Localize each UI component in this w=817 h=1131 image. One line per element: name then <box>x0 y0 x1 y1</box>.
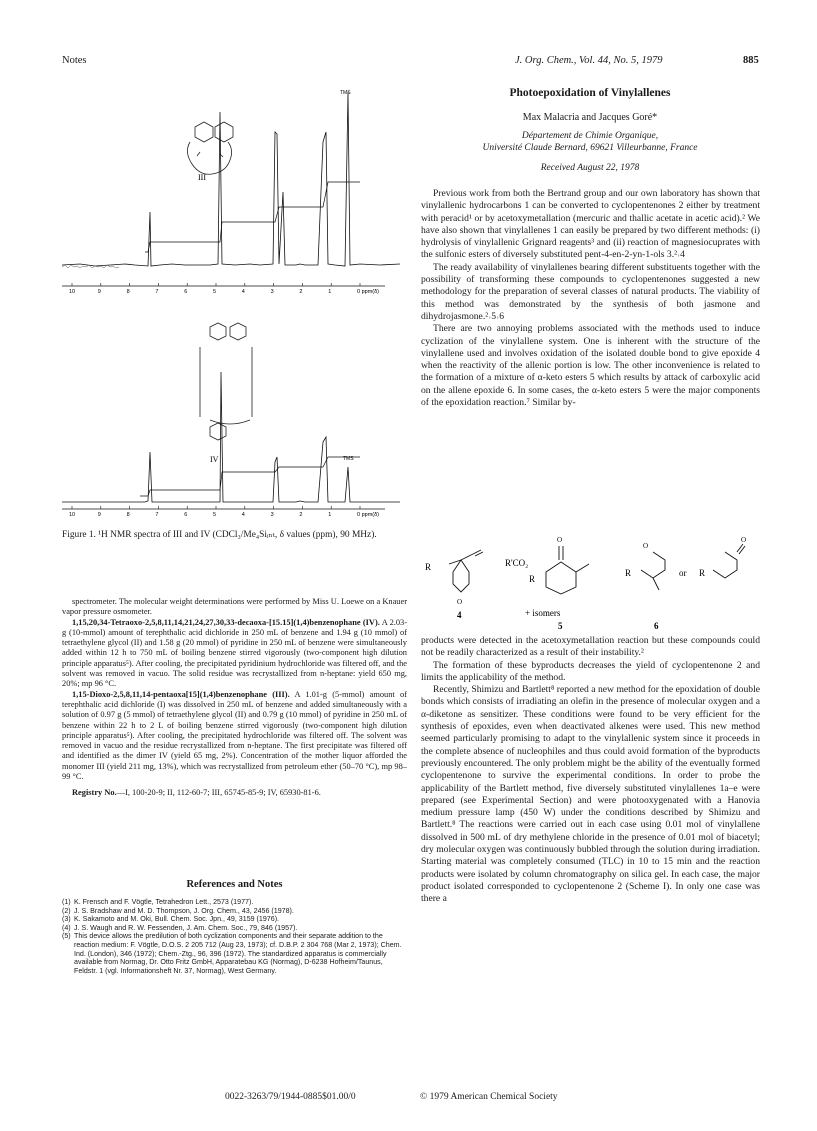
axis-ticks-bottom <box>69 506 379 518</box>
scheme-o-6a: O <box>643 542 649 550</box>
reference-item <box>62 907 407 916</box>
reference-text: This device allows the predilution of both cyclization components and their separate addition to the reaction medium: F. Vögtle, D.O.S. 2 205 712 (Aug 23, 1973); cf. D.B.P. 2 304 768 (Mar 2, 1973); Chem. Ind. (London), 346 (1972); Chem.-Ztg., 96, 396 (1972). The standardized apparatus is commercially available from Normag, Dr. Otto Fritz GmbH, Apparatebau KG (Normag), D-6238 Hofheim/Taunus, Feldstr. 1 (vgl. Informationsheft Nr. 37, Normag), West Germany. <box>74 932 402 975</box>
scheme-svg <box>421 532 760 632</box>
spectrum-iii-tick-label: 1 <box>328 289 332 295</box>
references-list <box>62 898 407 975</box>
spectrum-iii-trace <box>62 92 400 266</box>
reference-item <box>62 915 407 924</box>
footer-code: 0022-3263/79/1944-0885$01.00/0 <box>225 1092 356 1102</box>
structure-iii-label: III <box>198 173 206 182</box>
reference-text: J. S. Bradshaw and M. D. Thompson, J. Org. Chem., 43, 2456 (1978). <box>74 906 294 915</box>
page-number: 885 <box>743 55 759 66</box>
spectrum-iv-tick-label: 9 <box>97 512 101 518</box>
compound-iii-title: 1,15-Dioxo-2,5,8,11,14-pentaoxa[15](1,4)benzenophane (III). <box>72 689 290 699</box>
article-authors: Max Malacria and Jacques Goré* <box>522 112 658 123</box>
spectrum-iii-tick-label: 0 ppm(δ) <box>357 289 380 295</box>
affiliation-dept: Département de Chimie Organique, <box>521 131 659 141</box>
right-column-lower <box>421 635 760 906</box>
spectrum-iv-trace <box>62 372 400 502</box>
spectrum-iii-tick-label: 7 <box>155 289 159 295</box>
article-p3: There are two annoying problems associated with the methods used to induce cyclization of the vinylallene system. One is inherent with the structure of the vinylallene used and involves oxidation of the isolated double bond to give epoxide 4 when the reactivity of the allenic portion is low. The other inconvenience is related to the formation of a mixture of α-keto esters 5 which results by attack of carboxylic acid on the allene epoxide 6. In some cases, the α-keto esters 5 were the major components of the epoxidation reaction.⁷ Similar by- <box>421 323 760 409</box>
scheme-r-6b: R <box>699 568 706 578</box>
article-title: Photoepoxidation of Vinylallenes <box>509 87 671 99</box>
left-column-text <box>62 597 407 799</box>
reference-item <box>62 932 407 975</box>
reference-text: K. Sakamoto and M. Oki, Bull. Chem. Soc. Jpn., 49, 3159 (1976). <box>74 915 280 924</box>
figure-caption: Figure 1. ¹H NMR spectra of III and IV (CDCl₃/Me₄Siᵢₙₜ, δ values (ppm), 90 MHz). <box>62 530 377 540</box>
spectrum-iii-tick-label: 5 <box>213 289 217 295</box>
article-p1: Previous work from both the Bertrand group and our own laboratory has shown that vinylallenic hydrocarbons 1 can be converted to cyclopentenones 2 either by treatment with peracid¹ or by acetoxymetallation (mercuric and thallic acetate in acetic acid).² We have also shown that vinylallenes 1 can easily be prepared by two different methods: (i) hydrolysis of vinylallenic Grignard reagents³ and (ii) reaction of magnesiocuprates with the sulfonic esters of diversely substituted pent-4-en-2-yn-1-ols 3.²˒4 <box>421 188 760 261</box>
footer-copyright: © 1979 American Chemical Society <box>420 1092 558 1102</box>
compound-iv-body: A 2.03-g (10-mmol) amount of terephthalic acid dichloride in 250 mL of benzene and 1.94 g (10 mmol) of tetraethylene glycol (II) and 1.58 g (20 mmol) of pyridine in 250 mL of benzene were simultaneously added within 12 h to 750 mL of boiling benzene stirred vigorously (two-component high dilution principle apparatus⁵). After cooling, the precipitated pyridinium hydrochloride was filtered off, and the solvent was removed in vacuo. The solid residue was recrystallized from n-heptane: yield 650 mg, 20%; mp 96 °C. <box>62 617 408 689</box>
scheme-label-4: 4 <box>457 610 462 620</box>
tms-label-top: TMS <box>340 90 351 96</box>
article-p6: Recently, Shimizu and Bartlett⁸ reported a new method for the epoxidation of double bonds which consists of irradiating an olefin in the presence of molecular oxygen and a α-diketone as sensitizer. These conditions were found to be very efficient for the synthesis of epoxides, even when deactivated alkenes were used. This new method seemed particularly promising to adapt to the vinylallenic system since it proceeds in the complete absence of nucleophiles and thus could avoid formation of the byproducts previously encountered. The only problem might be the ability of the eventually formed cyclopentenone to survive the experimental conditions. In order to probe the applicability of the Bartlett method, five diversely substituted vinylallenes 1a–e were prepared (see Experimental Section) and were photooxygenated with a Hanovia medium pressure lamp (450 W) under the conditions described by Shimizu and Bartlett.⁸ The reactions were carried out in each case using 0.01 mol of vinylallene dissolved in 500 mL of dry methylene chloride in the presence of 0.01 mol of biacetyl; dry molecular oxygen was continuously bubbled through the solution during irradiation. Starting material was completely consumed (TLC) in 10 to 15 min and the reaction products were isolated by column chromatography on silica gel. In each case, the major product isolated corresponded to cyclopentenone 2 (Scheme I). In only one case was there a <box>421 684 760 905</box>
spectrum-iv-tick-label: 3 <box>270 512 274 518</box>
reference-number: (3) <box>62 915 71 924</box>
experimental-p1: spectrometer. The molecular weight determinations were performed by Miss U. Loewe on a Knauer vapor pressure osmometer. <box>62 597 407 617</box>
reference-number: (1) <box>62 898 71 906</box>
spectrum-iii-tick-label: 4 <box>241 289 245 295</box>
scheme-label-6: 6 <box>654 621 659 631</box>
axis-ticks-top <box>69 283 379 295</box>
spectrum-iii-tick-label: 2 <box>299 289 303 295</box>
reference-item <box>62 898 407 907</box>
nmr-spectra-svg <box>60 72 405 522</box>
scheme-r-6a: R <box>625 568 632 578</box>
reference-item <box>62 924 407 933</box>
scheme-o-5: O <box>557 536 563 544</box>
spectrum-iii-tick-label: 6 <box>184 289 188 295</box>
spectrum-iv-tick-label: 2 <box>299 512 303 518</box>
article-p5: The formation of these byproducts decreases the yield of cyclopentenone 2 and limits the applicability of the method. <box>421 659 760 683</box>
spectrum-iv-tick-label: 0 ppm(δ) <box>357 512 380 518</box>
reference-number: (2) <box>62 906 71 915</box>
scheme-o-6b: O <box>741 536 747 544</box>
spectrum-iv-tick-label: 10 <box>69 512 76 518</box>
spectrum-iii-tick-label: 8 <box>126 289 130 295</box>
affiliation-univ: Université Claude Bernard, 69621 Villeurbanne, France <box>482 143 698 153</box>
spectrum-iv-tick-label: 1 <box>328 512 332 518</box>
nmr-figure <box>60 72 405 522</box>
spectrum-iv-tick-label: 6 <box>184 512 188 518</box>
scheme-label-5: 5 <box>558 621 563 631</box>
structure-iii-drawing <box>187 122 233 174</box>
spectrum-iv-tick-label: 4 <box>241 512 245 518</box>
compound-iv-title: 1,15,20,34-Tetraoxo-2,5,8,11,14,21,24,27,30,33-decaoxa-[15.15](1,4)benzenophane (IV). <box>72 617 380 627</box>
tms-label-bottom: TMS <box>343 456 354 462</box>
references-heading: References and Notes <box>186 879 283 890</box>
scheme-rco2: R'CO₂ <box>505 558 529 568</box>
spectrum-iv-tick-label: 8 <box>126 512 130 518</box>
scheme-o-4: O <box>457 598 463 606</box>
scheme-r-5: R <box>529 574 536 584</box>
article-p2: The ready availability of vinylallenes bearing different substituents together with the possibility of transforming these compounds to cyclopentenones suggested a new methodology for the preparation of several classes of natural products. The viability of this method was demonstrated by the synthesis of both jasmone and dihydrojasmone.²˒5˒6 <box>421 261 760 322</box>
reference-number: (5) <box>62 932 71 941</box>
structure-iv-label: IV <box>210 455 219 464</box>
spectrum-iv-tick-label: 5 <box>213 512 217 518</box>
scheme-or: or <box>679 568 687 578</box>
running-head-left: Notes <box>62 55 87 66</box>
spectrum-iii-tick-label: 10 <box>69 289 76 295</box>
registry-body: —I, 100-20-9; II, 112-60-7; III, 65745-85-9; IV, 65930-81-6. <box>116 788 321 798</box>
reference-text: K. Frensch and F. Vögtle, Tetrahedron Lett., 2573 (1977). <box>74 898 254 906</box>
compound-iii-body: A 1.01-g (5-mmol) amount of terephthalic acid dichloride (I) was dissolved in 250 mL of benzene and added simultaneously with a solution of 0.97 g (5 mmol) of tetraethylene glycol (II) and 0.79 g (10 mmol) of pyridine in 250 mL of benzene within 22 h to 2 L of boiling benzene stirred vigorously (two-component high dilution principle apparatus⁵). After cooling, the precipitated hydrochloride was filtered off. The solvent was removed in vacuo and the residue recrystallized from n-heptane. The first precipitate was filtered off and identified as the dimer IV (yield 65 mg, 2%). Concentration of the mother liquor afforded the monomer III (yield 211 mg, 13%), which was recrystallized from petroleum ether (50–70 °C), mp 98–99 °C. <box>62 689 407 782</box>
structure-iv-drawing <box>200 323 252 440</box>
spectrum-iii-tick-label: 9 <box>97 289 101 295</box>
right-column-upper <box>421 188 760 409</box>
received-date: Received August 22, 1978 <box>540 163 640 173</box>
scheme-isomers: + isomers <box>525 608 561 618</box>
article-p4: products were detected in the acetoxymetallation reaction but these compounds could not be readily characterized as a result of their instability.² <box>421 635 760 659</box>
spectrum-iv-tick-label: 7 <box>155 512 159 518</box>
running-head-journal: J. Org. Chem., Vol. 44, No. 5, 1979 <box>515 55 663 66</box>
scheme-structures <box>421 532 760 632</box>
spectrum-iii-tick-label: 3 <box>270 289 274 295</box>
registry-label: Registry No. <box>72 788 117 798</box>
scheme-r-4: R <box>425 562 432 572</box>
reference-number: (4) <box>62 923 71 932</box>
reference-text: J. S. Waugh and R. W. Fessenden, J. Am. Chem. Soc., 79, 846 (1957). <box>74 923 298 932</box>
